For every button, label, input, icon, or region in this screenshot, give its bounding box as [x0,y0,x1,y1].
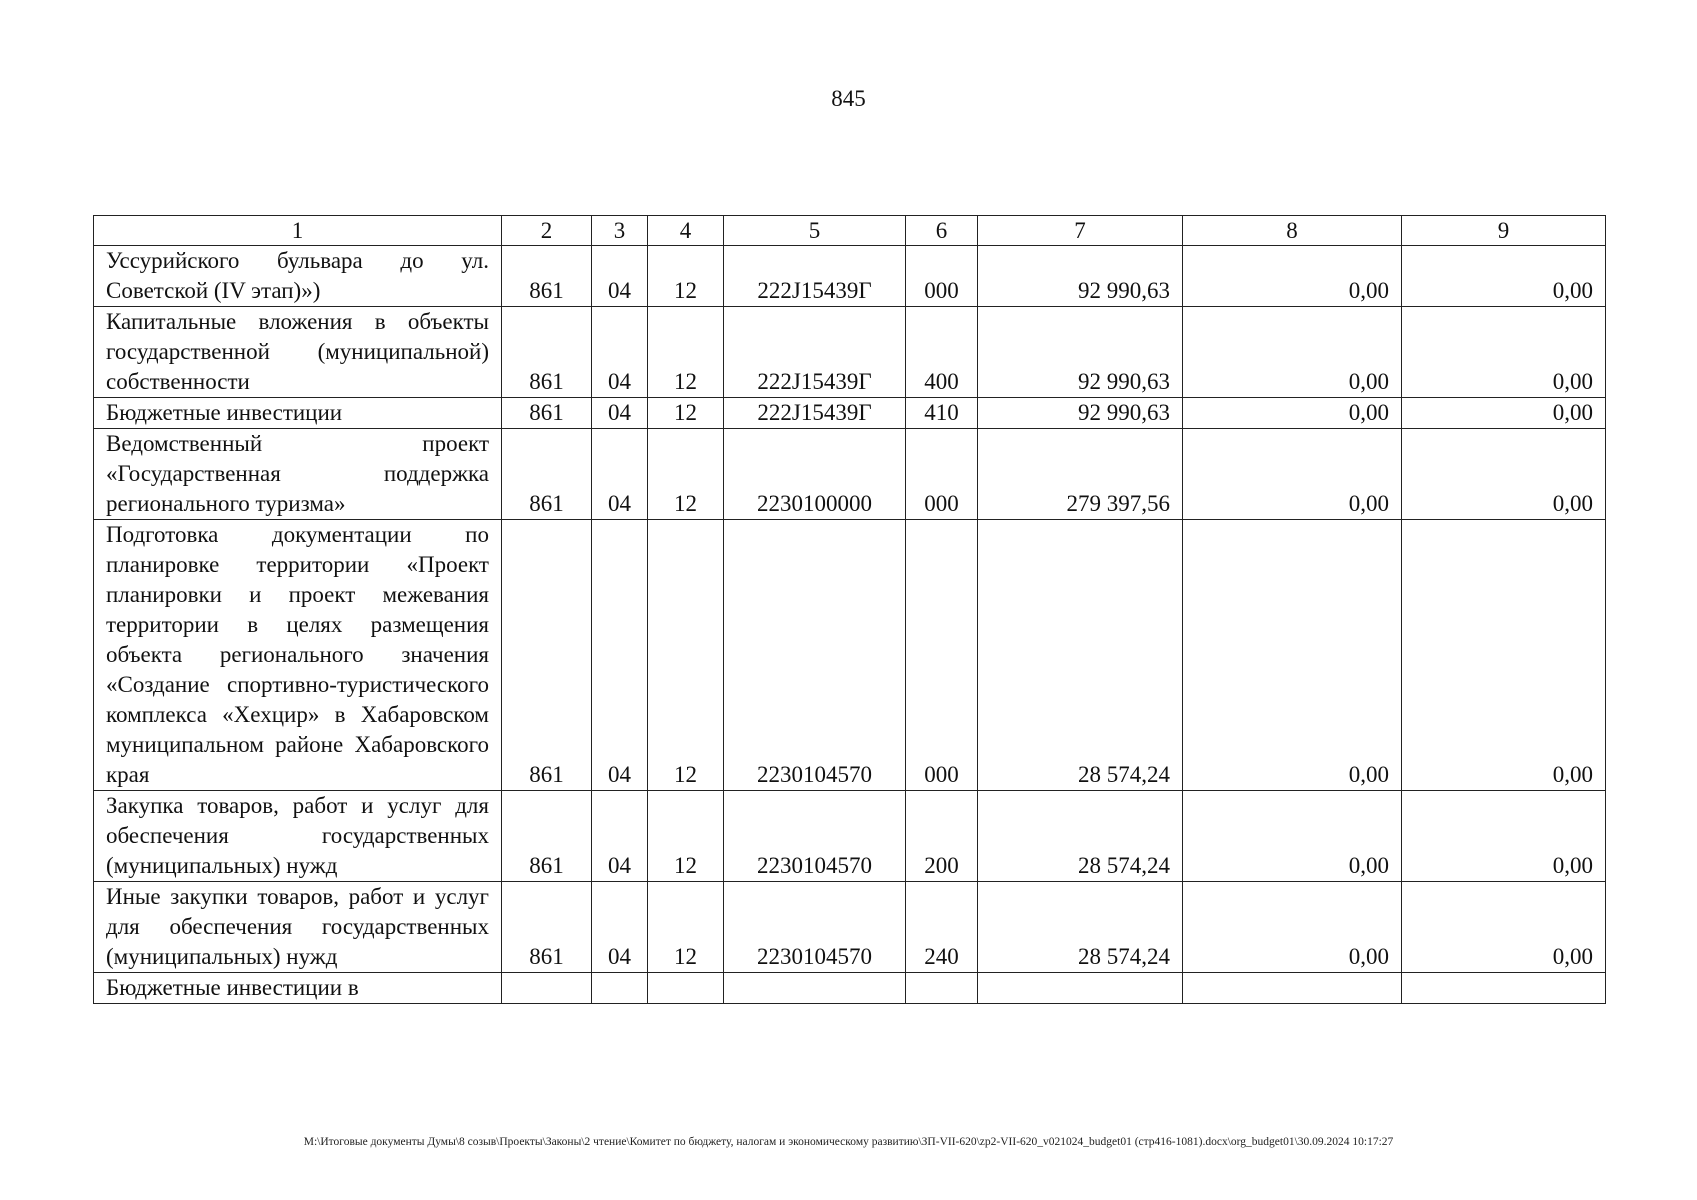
cell-admin-code: 861 [502,429,592,520]
cell-target-article: 2230104570 [724,791,906,882]
cell-subsection: 12 [648,429,724,520]
cell-section: 04 [592,398,648,429]
cell-amount-7: 28 574,24 [978,791,1183,882]
column-header: 3 [592,216,648,246]
cell-amount-8 [1183,973,1402,1004]
cell-subsection [648,973,724,1004]
cell-amount-7: 28 574,24 [978,520,1183,791]
cell-amount-9: 0,00 [1402,429,1606,520]
cell-amount-7: 92 990,63 [978,246,1183,307]
row-name: Подготовка документации по планировке территории «Проект планировки и проект межевания территории в целях размещения объекта регионального значения «Создание спортивно-туристического комплекса «Хехцир» в Хабаровском муниципальном районе Хабаровского края [94,520,502,791]
cell-amount-9 [1402,973,1606,1004]
row-name: Уссурийского бульвара до ул. Советской (IV этап)») [94,246,502,307]
cell-section [592,973,648,1004]
cell-expense-type: 240 [906,882,978,973]
cell-subsection: 12 [648,246,724,307]
table-row [94,307,1606,398]
cell-amount-9: 0,00 [1402,520,1606,791]
table-row [94,791,1606,882]
cell-subsection: 12 [648,307,724,398]
cell-subsection: 12 [648,520,724,791]
table-row [94,398,1606,429]
cell-subsection: 12 [648,398,724,429]
table-row [94,520,1606,791]
column-header: 4 [648,216,724,246]
cell-amount-7: 92 990,63 [978,398,1183,429]
table-header-row [94,216,1606,246]
column-header: 5 [724,216,906,246]
row-name: Ведомственный проект «Государственная поддержка регионального туризма» [94,429,502,520]
cell-expense-type: 000 [906,429,978,520]
cell-subsection: 12 [648,882,724,973]
cell-target-article [724,973,906,1004]
cell-admin-code: 861 [502,307,592,398]
table-row [94,246,1606,307]
cell-amount-8: 0,00 [1183,246,1402,307]
table-row [94,882,1606,973]
cell-admin-code: 861 [502,520,592,791]
cell-expense-type: 400 [906,307,978,398]
column-header: 8 [1183,216,1402,246]
document-footer-path: M:\Итоговые документы Думы\8 созыв\Проекты\Законы\2 чтение\Комитет по бюджету, налогам и экономическому развитию\ЗП-VII-620\zp2-VII-620_v021024_budget01 (стр416-1081).docx\org_budget01\30.09.2024 10:17:27 [303,1136,1394,1148]
cell-amount-7: 279 397,56 [978,429,1183,520]
cell-target-article: 2230104570 [724,882,906,973]
page-number: 845 [831,86,866,111]
row-name: Бюджетные инвестиции в [94,973,502,1004]
cell-subsection: 12 [648,791,724,882]
cell-admin-code: 861 [502,882,592,973]
cell-amount-8: 0,00 [1183,520,1402,791]
budget-table [93,215,1606,1004]
cell-expense-type: 410 [906,398,978,429]
row-name: Иные закупки товаров, работ и услуг для обеспечения государственных (муниципальных) нужд [94,882,502,973]
column-header: 7 [978,216,1183,246]
table-row [94,973,1606,1004]
cell-admin-code: 861 [502,791,592,882]
cell-amount-7: 92 990,63 [978,307,1183,398]
cell-section: 04 [592,429,648,520]
cell-amount-8: 0,00 [1183,307,1402,398]
column-header: 6 [906,216,978,246]
cell-amount-8: 0,00 [1183,429,1402,520]
cell-section: 04 [592,882,648,973]
cell-expense-type [906,973,978,1004]
cell-amount-8: 0,00 [1183,791,1402,882]
cell-target-article: 222J15439Г [724,246,906,307]
cell-amount-8: 0,00 [1183,398,1402,429]
row-name: Закупка товаров, работ и услуг для обеспечения государственных (муниципальных) нужд [94,791,502,882]
cell-target-article: 2230100000 [724,429,906,520]
cell-amount-9: 0,00 [1402,398,1606,429]
table-row [94,429,1606,520]
cell-admin-code: 861 [502,398,592,429]
cell-expense-type: 000 [906,246,978,307]
cell-amount-7: 28 574,24 [978,882,1183,973]
cell-admin-code [502,973,592,1004]
row-name: Капитальные вложения в объекты государственной (муниципальной) собственности [94,307,502,398]
cell-target-article: 2230104570 [724,520,906,791]
cell-section: 04 [592,307,648,398]
cell-amount-8: 0,00 [1183,882,1402,973]
cell-amount-9: 0,00 [1402,246,1606,307]
cell-amount-9: 0,00 [1402,307,1606,398]
cell-expense-type: 000 [906,520,978,791]
cell-section: 04 [592,520,648,791]
cell-amount-7 [978,973,1183,1004]
cell-target-article: 222J15439Г [724,398,906,429]
cell-amount-9: 0,00 [1402,791,1606,882]
column-header: 9 [1402,216,1606,246]
cell-admin-code: 861 [502,246,592,307]
cell-expense-type: 200 [906,791,978,882]
column-header: 2 [502,216,592,246]
cell-section: 04 [592,246,648,307]
cell-target-article: 222J15439Г [724,307,906,398]
cell-section: 04 [592,791,648,882]
row-name: Бюджетные инвестиции [94,398,502,429]
column-header: 1 [94,216,502,246]
cell-amount-9: 0,00 [1402,882,1606,973]
